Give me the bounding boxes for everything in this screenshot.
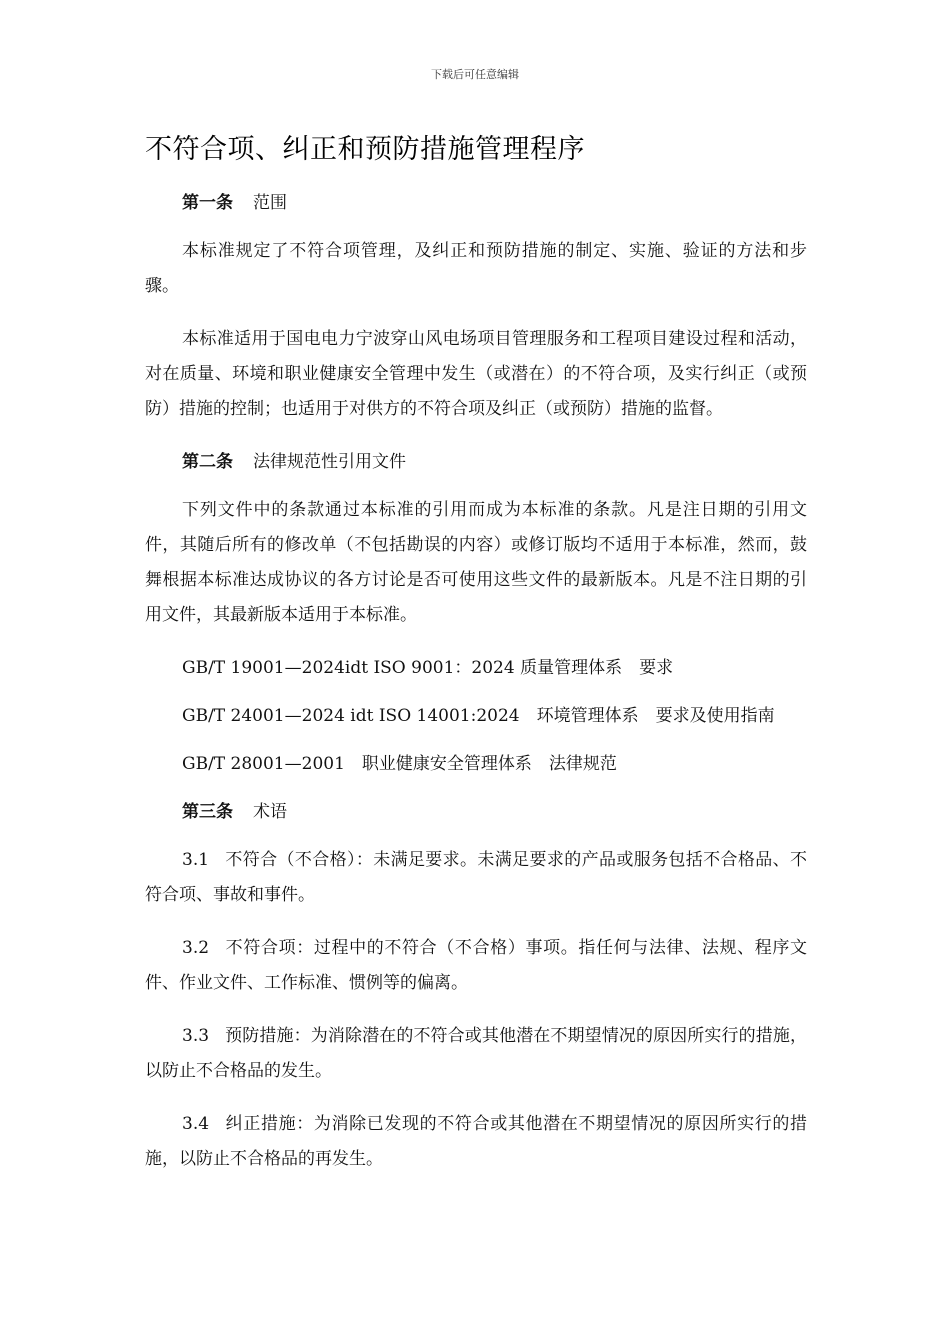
term-number: 3.4 <box>182 1114 210 1134</box>
term-text: 不符合项：过程中的不符合（不合格）事项。指任何与法律、法规、程序文件、作业文件、工作标准、惯例等的偏离。 <box>145 938 807 993</box>
term-number: 3.3 <box>182 1026 210 1046</box>
document-title: 不符合项、纠正和预防措施管理程序 <box>145 134 585 165</box>
article-heading-text: 范围 <box>253 193 287 213</box>
term-definition <box>145 1107 807 1177</box>
reference-item: GB/T 24001—2024 idt ISO 14001:2024 环境管理体系 要求及使用指南 <box>182 706 775 726</box>
article-2-paragraph: 下列文件中的条款通过本标准的引用而成为本标准的条款。凡是注日期的引用文件，其随后所有的修改单（不包括勘误的内容）或修订版均不适用于本标准，然而，鼓舞根据本标准达成协议的各方讨论是否可使用这些文件的最新版本。凡是不注日期的引用文件，其最新版本适用于本标准。 <box>145 500 807 625</box>
article-number: 第三条 <box>182 802 233 822</box>
article-2-heading <box>145 445 807 480</box>
page-header: 下载后可任意编辑 <box>431 68 519 81</box>
term-definition <box>145 843 807 913</box>
article-number: 第二条 <box>182 452 233 472</box>
term-text: 纠正措施：为消除已发现的不符合或其他潜在不期望情况的原因所实行的措施，以防止不合格品的再发生。 <box>145 1114 807 1169</box>
article-heading-text: 术语 <box>253 802 287 822</box>
article-1-paragraph-2: 本标准适用于国电电力宁波穿山风电场项目管理服务和工程项目建设过程和活动，对在质量、环境和职业健康安全管理中发生（或潜在）的不符合项，及实行纠正（或预防）措施的控制；也适用于对供方的不符合项及纠正（或预防）措施的监督。 <box>145 329 807 419</box>
term-number: 3.2 <box>182 938 210 958</box>
document-body <box>145 128 807 1195</box>
reference-item: GB/T 19001—2024idt ISO 9001：2024 质量管理体系 要求 <box>182 658 674 678</box>
term-definition <box>145 931 807 1001</box>
article-number: 第一条 <box>182 193 233 213</box>
term-definition <box>145 1019 807 1089</box>
term-text: 不符合（不合格）：未满足要求。未满足要求的产品或服务包括不合格品、不符合项、事故和事件。 <box>145 850 807 905</box>
term-text: 预防措施：为消除潜在的不符合或其他潜在不期望情况的原因所实行的措施，以防止不合格品的发生。 <box>145 1026 807 1081</box>
article-heading-text: 法律规范性引用文件 <box>253 452 406 472</box>
article-3-heading <box>145 795 807 830</box>
article-1-heading <box>145 186 807 221</box>
term-number: 3.1 <box>182 850 210 870</box>
article-1-paragraph-1: 本标准规定了不符合项管理，及纠正和预防措施的制定、实施、验证的方法和步骤。 <box>145 241 807 296</box>
reference-item: GB/T 28001—2001 职业健康安全管理体系 法律规范 <box>182 754 617 774</box>
